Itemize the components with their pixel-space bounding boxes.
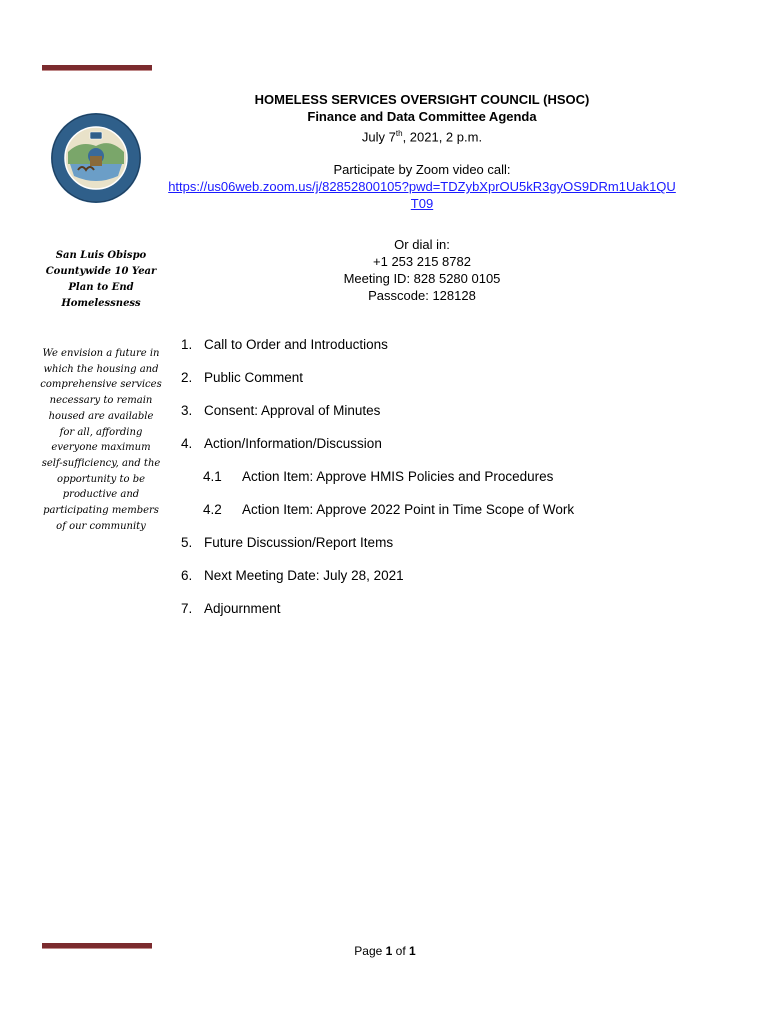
zoom-label: Participate by Zoom video call: [333,162,511,178]
agenda-item: 7. Adjournment [181,601,281,616]
agenda-item: 2. Public Comment [181,370,304,385]
top-decorative-rule [42,65,152,71]
vision-statement: We envision a future in which the housing and comprehensive services necessary to remain housed are available for all, affording everyone maximum self-sufficiency, and the opportunity to be productive and participating members of our community [40,348,162,532]
zoom-link[interactable]: https://us06web.zoom.us/j/82852800105?pwd=TDZybXprOU5kR3gyOS9DRm1Uak1QUT09 [168,179,676,212]
org-name: San Luis Obispo Countywide 10 Year Plan to End Homelessness [45,250,157,309]
agenda-item: 6. Next Meeting Date: July 28, 2021 [181,568,404,583]
committee-subtitle: Finance and Data Committee Agenda [307,109,537,124]
passcode: Passcode: 128128 [368,288,476,304]
agenda-subitem: 4.2 Action Item: Approve 2022 Point in Time Scope of Work [203,502,575,517]
dial-in-phone: +1 253 215 8782 [373,254,471,270]
page-number: Page 1 of 1 [354,944,416,958]
dial-in-label: Or dial in: [394,237,450,253]
county-seal-logo [50,112,142,204]
council-title: HOMELESS SERVICES OVERSIGHT COUNCIL (HSOC) [254,92,590,107]
agenda-subitem: 4.1 Action Item: Approve HMIS Policies and Procedures [203,469,554,484]
agenda-list [181,336,574,633]
meeting-id: Meeting ID: 828 5280 0105 [343,271,501,287]
agenda-item: 1. Call to Order and Introductions [181,337,388,352]
agenda-header [165,91,679,304]
agenda-item: 4. Action/Information/Discussion [181,436,382,451]
meeting-date: July 7th, 2021, 2 p.m. [361,129,483,145]
agenda-item: 3. Consent: Approval of Minutes [181,403,381,418]
agenda-item: 5. Future Discussion/Report Items [181,535,394,550]
